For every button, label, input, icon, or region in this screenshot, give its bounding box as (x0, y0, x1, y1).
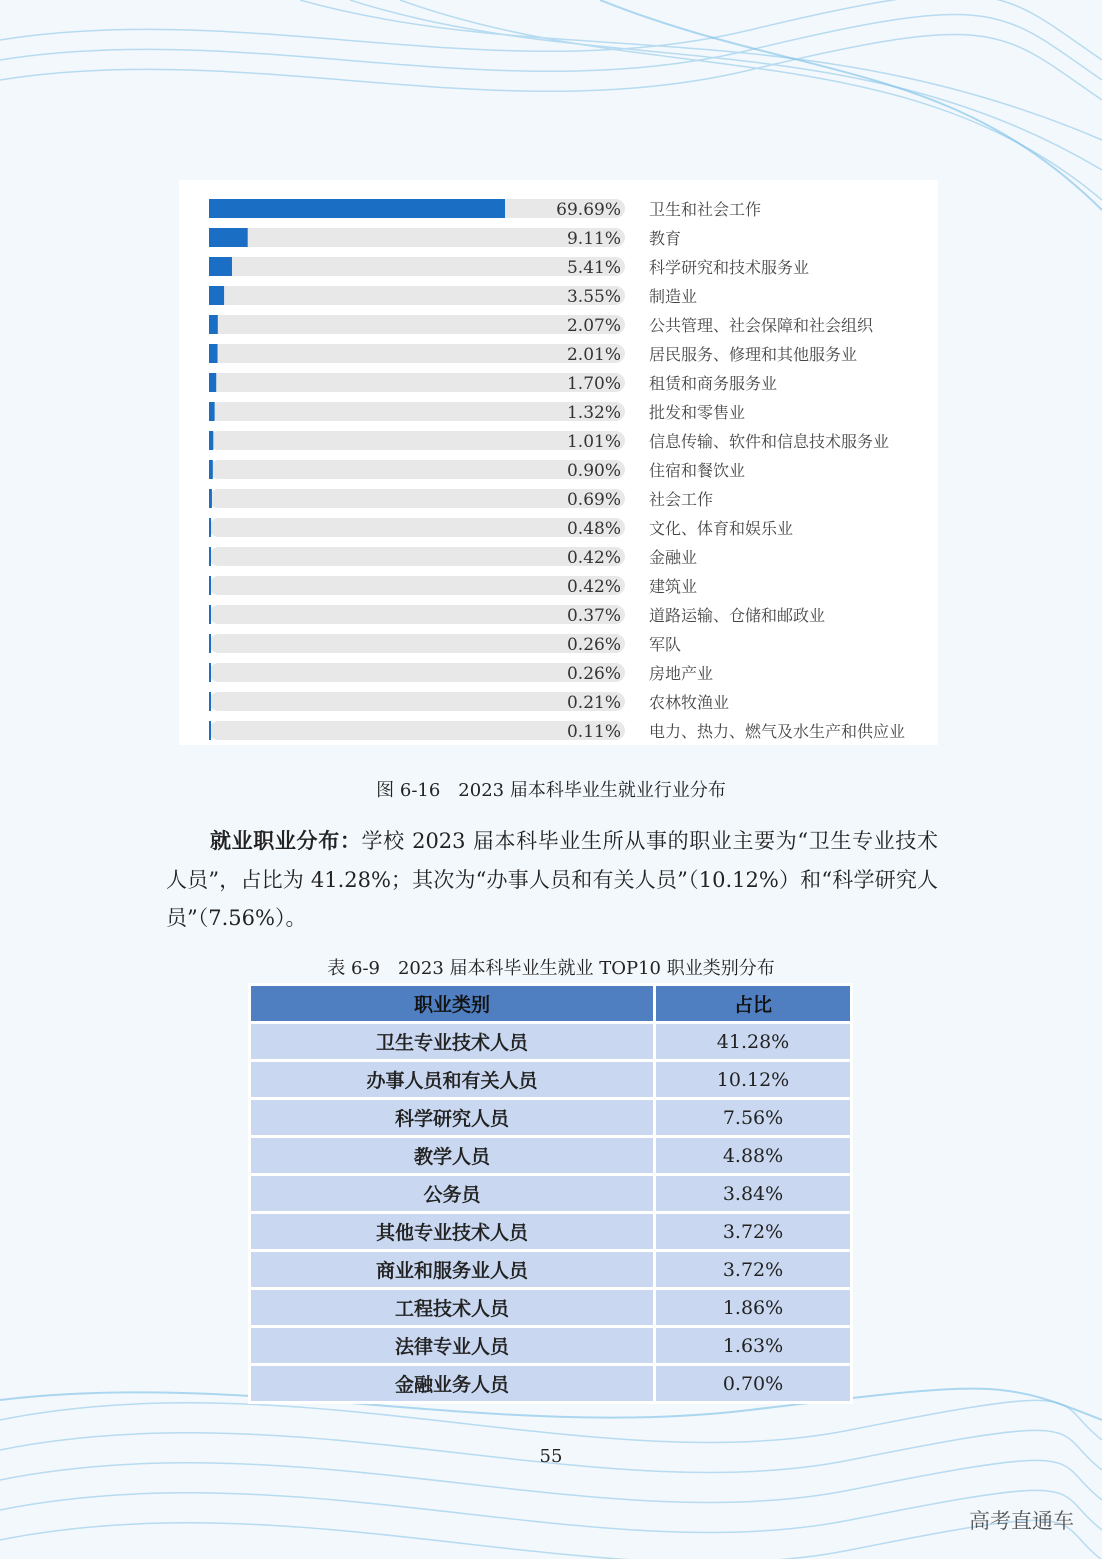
bar-value-label: 9.11% (566, 229, 621, 249)
table-row (251, 1062, 850, 1097)
bar-value-label: 5.41% (566, 258, 621, 278)
bar (209, 373, 216, 392)
occupation-name: 其他专业技术人员 (251, 1214, 653, 1249)
bar-value-label: 3.55% (566, 287, 621, 307)
bar-value-label: 0.11% (566, 722, 621, 742)
bar (209, 518, 211, 537)
table-row (251, 1138, 850, 1173)
bar-category-label: 电力、热力、燃气及水生产和供应业 (649, 722, 906, 741)
bar-category-label: 科学研究和技术服务业 (649, 258, 810, 277)
occupation-name: 金融业务人员 (251, 1366, 653, 1401)
table-row (251, 1290, 850, 1325)
paragraph-lead: 就业职业分布： (210, 828, 362, 853)
table-row (251, 1328, 850, 1363)
occupation-name: 法律专业人员 (251, 1328, 653, 1363)
bar-value-label: 0.42% (566, 548, 621, 568)
bar-track (209, 257, 625, 276)
header-occupation: 职业类别 (251, 986, 653, 1021)
bar-value-label: 1.32% (566, 403, 621, 423)
bar (209, 402, 215, 421)
bar-value-label: 1.70% (566, 374, 621, 394)
bar (209, 460, 213, 479)
bar-track (209, 634, 625, 653)
bar (209, 344, 218, 363)
bar-track (209, 576, 625, 595)
occupation-name: 公务员 (251, 1176, 653, 1211)
bar-value-label: 0.37% (566, 606, 621, 626)
bar-track (209, 518, 625, 537)
bar-track (209, 315, 625, 334)
bar-category-label: 建筑业 (649, 577, 698, 596)
bar-value-label: 0.69% (566, 490, 621, 510)
header-share: 占比 (656, 986, 850, 1021)
bar-value-label: 2.07% (566, 316, 621, 336)
bar (209, 199, 505, 218)
bar-track (209, 286, 625, 305)
occupation-table (248, 983, 853, 1404)
bar-track (209, 431, 625, 450)
bar (209, 576, 211, 595)
occupation-name: 卫生专业技术人员 (251, 1024, 653, 1059)
bar (209, 286, 224, 305)
bar-category-label: 农林牧渔业 (649, 693, 730, 712)
bar-track (209, 344, 625, 363)
bar (209, 489, 212, 508)
bar (209, 547, 211, 566)
occupation-name: 科学研究人员 (251, 1100, 653, 1135)
bar-category-label: 信息传输、软件和信息技术服务业 (649, 432, 890, 451)
occupation-share: 7.56% (656, 1100, 850, 1135)
bar-value-label: 0.42% (566, 577, 621, 597)
occupation-share: 3.72% (656, 1214, 850, 1249)
table-row (251, 1024, 850, 1059)
table-row (251, 1100, 850, 1135)
table-caption: 表 6-9 2023 届本科毕业生就业 TOP10 职业类别分布 (327, 958, 775, 979)
occupation-name: 教学人员 (251, 1138, 653, 1173)
occupation-name: 工程技术人员 (251, 1290, 653, 1325)
bar (209, 721, 211, 740)
industry-bar-chart (179, 180, 938, 745)
industry-bar-chart-svg (179, 180, 938, 745)
bar-value-label: 0.21% (566, 693, 621, 713)
bar-track (209, 663, 625, 682)
bar-value-label: 69.69% (556, 200, 621, 220)
bar-category-label: 租赁和商务服务业 (649, 374, 778, 393)
bar-category-label: 住宿和餐饮业 (649, 461, 746, 480)
bar (209, 228, 248, 247)
bar (209, 605, 211, 624)
bar-category-label: 社会工作 (649, 490, 714, 509)
bar-value-label: 0.26% (566, 664, 621, 684)
watermark-text: 高考直通车 (969, 1509, 1074, 1533)
bar-category-label: 制造业 (649, 287, 698, 306)
bar-category-label: 文化、体育和娱乐业 (649, 519, 794, 538)
occupation-share: 0.70% (656, 1366, 850, 1401)
bar-track (209, 460, 625, 479)
table-header-row (251, 986, 850, 1021)
bar-track (209, 228, 625, 247)
occupation-name: 办事人员和有关人员 (251, 1062, 653, 1097)
bar-track (209, 373, 625, 392)
occupation-name: 商业和服务业人员 (251, 1252, 653, 1287)
table-row (251, 1252, 850, 1287)
bar-value-label: 1.01% (566, 432, 621, 452)
occupation-share: 41.28% (656, 1024, 850, 1059)
occupation-share: 1.63% (656, 1328, 850, 1363)
bar-track (209, 692, 625, 711)
table-row (251, 1176, 850, 1211)
bar (209, 692, 211, 711)
paragraph-body: 学校 2023 届本科毕业生所从事的职业主要为“卫生专业技术人员”，占比为 41.28%；其次为“办事人员和有关人员”（10.12%）和“科学研究人员”（7.56%）。 (166, 829, 939, 930)
bar-category-label: 军队 (649, 635, 682, 654)
bar-category-label: 批发和零售业 (649, 403, 746, 422)
bar (209, 315, 218, 334)
bar-category-label: 金融业 (649, 548, 698, 567)
bar-category-label: 房地产业 (649, 664, 714, 683)
occupation-share: 1.86% (656, 1290, 850, 1325)
occupation-share: 10.12% (656, 1062, 850, 1097)
table-row (251, 1214, 850, 1249)
bar-track (209, 547, 625, 566)
bar (209, 634, 211, 653)
page-number: 55 (539, 1446, 563, 1467)
bar-category-label: 教育 (649, 229, 682, 248)
bar-value-label: 2.01% (566, 345, 621, 365)
bar (209, 431, 213, 450)
occupation-share: 4.88% (656, 1138, 850, 1173)
occupation-share: 3.84% (656, 1176, 850, 1211)
bar-category-label: 道路运输、仓储和邮政业 (649, 606, 826, 625)
bar-value-label: 0.90% (566, 461, 621, 481)
occupation-paragraph (166, 822, 938, 938)
bar (209, 663, 211, 682)
bar-track (209, 605, 625, 624)
table-row (251, 1366, 850, 1401)
bar-category-label: 卫生和社会工作 (649, 200, 762, 219)
bar-track (209, 402, 625, 421)
bar-category-label: 居民服务、修理和其他服务业 (649, 345, 858, 364)
occupation-share: 3.72% (656, 1252, 850, 1287)
bar-value-label: 0.48% (566, 519, 621, 539)
bar-track (209, 721, 625, 740)
bar (209, 257, 232, 276)
bar-value-label: 0.26% (566, 635, 621, 655)
bar-track (209, 489, 625, 508)
figure-caption: 图 6-16 2023 届本科毕业生就业行业分布 (376, 780, 726, 801)
bar-category-label: 公共管理、社会保障和社会组织 (649, 316, 874, 335)
